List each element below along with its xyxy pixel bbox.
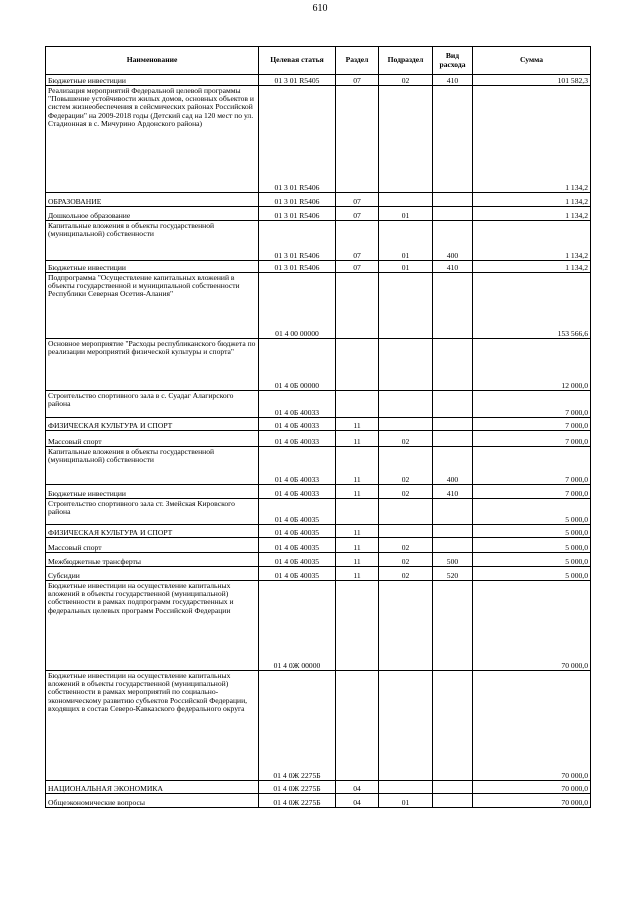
table-row [46,567,591,581]
row-expense-type: 410 [433,75,473,86]
row-sum: 1 134,2 [473,86,591,193]
header-subsection: Подраздел [379,47,433,75]
table-row [46,447,591,485]
row-target: 01 4 0Б 40035 [259,553,336,567]
row-section: 11 [336,431,379,447]
row-section: 11 [336,485,379,499]
table-row [46,581,591,671]
row-target: 01 4 0Б 40035 [259,525,336,538]
header-name: Наименование [46,47,259,75]
row-target: 01 4 0Ж 2275Б [259,781,336,794]
row-target: 01 3 01 R5406 [259,207,336,221]
table-body [46,75,591,808]
row-expense-type: 400 [433,447,473,485]
row-target: 01 4 0Б 40033 [259,447,336,485]
table-row [46,273,591,339]
row-section [336,339,379,391]
table-row [46,261,591,273]
row-name: Дошкольное образование [46,207,259,221]
row-subsection: 02 [379,75,433,86]
row-expense-type [433,273,473,339]
row-name: ФИЗИЧЕСКАЯ КУЛЬТУРА И СПОРТ [46,418,259,431]
row-expense-type [433,86,473,193]
row-sum: 5 000,0 [473,499,591,525]
row-section: 07 [336,193,379,207]
row-section [336,499,379,525]
table-row [46,339,591,391]
page-number: 610 [312,3,328,14]
row-subsection [379,781,433,794]
row-subsection [379,86,433,193]
row-target: 01 4 0Б 00000 [259,339,336,391]
table-row [46,553,591,567]
row-expense-type [433,671,473,781]
row-name: НАЦИОНАЛЬНАЯ ЭКОНОМИКА [46,781,259,794]
row-name: Массовый спорт [46,431,259,447]
row-sum: 1 134,2 [473,207,591,221]
row-subsection: 02 [379,538,433,553]
row-name: Основное мероприятие "Расходы республиканского бюджета по реализации мероприятий физической культуры и спорта" [46,339,259,391]
row-subsection: 01 [379,261,433,273]
row-section: 04 [336,794,379,808]
row-expense-type [433,391,473,418]
row-section [336,391,379,418]
header-expense-type: Вид расхода [433,47,473,75]
row-name: Бюджетные инвестиции [46,485,259,499]
row-target: 01 4 0Ж 2275Б [259,794,336,808]
row-name: Подпрограмма "Осуществление капитальных вложений в объекты государственной и муниципальной собственности Республики Северная Осетия-Алания" [46,273,259,339]
row-expense-type [433,418,473,431]
row-sum: 70 000,0 [473,794,591,808]
row-target: 01 3 01 R5406 [259,86,336,193]
header-target: Целевая статья [259,47,336,75]
row-sum: 12 000,0 [473,339,591,391]
row-section: 11 [336,525,379,538]
table-row [46,207,591,221]
row-subsection: 01 [379,221,433,261]
row-section: 11 [336,447,379,485]
row-subsection [379,581,433,671]
row-name: Строительство спортивного зала ст. Змейская Кировского района [46,499,259,525]
row-name: Бюджетные инвестиции на осуществление капитальных вложений в объекты государственной (муниципальной) собственности в рамках подпрограмм государственных и федеральных целевых программ Российской Федерации [46,581,259,671]
row-name: Строительство спортивного зала в с. Суадаг Алагирского района [46,391,259,418]
row-sum: 5 000,0 [473,538,591,553]
row-expense-type [433,207,473,221]
row-target: 01 4 0Б 40035 [259,499,336,525]
row-sum: 5 000,0 [473,525,591,538]
row-subsection [379,193,433,207]
row-expense-type [433,525,473,538]
row-section [336,671,379,781]
row-sum: 5 000,0 [473,567,591,581]
row-name: Общеэкономические вопросы [46,794,259,808]
row-expense-type [433,781,473,794]
row-target: 01 4 00 00000 [259,273,336,339]
row-expense-type: 410 [433,261,473,273]
row-sum: 70 000,0 [473,581,591,671]
row-expense-type: 400 [433,221,473,261]
row-expense-type [433,538,473,553]
row-subsection [379,418,433,431]
row-subsection [379,671,433,781]
row-name: Массовый спорт [46,538,259,553]
row-section [336,581,379,671]
row-target: 01 3 01 R5406 [259,221,336,261]
row-section [336,86,379,193]
row-section: 07 [336,207,379,221]
row-expense-type: 520 [433,567,473,581]
row-expense-type [433,339,473,391]
row-target: 01 3 01 R5405 [259,75,336,86]
row-expense-type [433,193,473,207]
row-section: 11 [336,418,379,431]
table-row [46,794,591,808]
table-row [46,525,591,538]
table-row [46,221,591,261]
row-target: 01 4 0Б 40033 [259,485,336,499]
header-section: Раздел [336,47,379,75]
row-expense-type [433,431,473,447]
row-sum: 7 000,0 [473,485,591,499]
table-row [46,671,591,781]
row-section: 07 [336,75,379,86]
row-sum: 7 000,0 [473,447,591,485]
table-row [46,485,591,499]
row-subsection: 02 [379,431,433,447]
row-sum: 153 566,6 [473,273,591,339]
row-expense-type [433,794,473,808]
row-name: Бюджетные инвестиции на осуществление капитальных вложений в объекты государственной (муниципальной) собственности в рамках мероприятий по социально-экономическому развитию субъектов Российской Федерации, входящих в состав Северо-Кавказского федерального округа [46,671,259,781]
table-row [46,86,591,193]
row-subsection: 01 [379,794,433,808]
row-subsection: 02 [379,553,433,567]
row-sum: 7 000,0 [473,418,591,431]
row-section: 04 [336,781,379,794]
row-subsection [379,525,433,538]
row-target: 01 4 0Ж 2275Б [259,671,336,781]
row-section [336,273,379,339]
row-sum: 5 000,0 [473,553,591,567]
row-section: 07 [336,221,379,261]
row-name: Субсидии [46,567,259,581]
row-name: Капитальные вложения в объекты государственной (муниципальной) собственности [46,221,259,261]
row-section: 11 [336,538,379,553]
row-sum: 70 000,0 [473,781,591,794]
row-name: ФИЗИЧЕСКАЯ КУЛЬТУРА И СПОРТ [46,525,259,538]
row-sum: 70 000,0 [473,671,591,781]
row-expense-type [433,499,473,525]
row-sum: 7 000,0 [473,391,591,418]
header-sum: Сумма [473,47,591,75]
table-row [46,431,591,447]
row-target: 01 4 0Б 40035 [259,567,336,581]
budget-table [45,46,591,808]
table-header-row [46,47,591,75]
row-name: Капитальные вложения в объекты государственной (муниципальной) собственности [46,447,259,485]
table-row [46,75,591,86]
row-name: Межбюджетные трансферты [46,553,259,567]
row-section: 11 [336,553,379,567]
row-target: 01 4 0Ж 00000 [259,581,336,671]
table-row [46,391,591,418]
row-target: 01 4 0Б 40033 [259,418,336,431]
row-subsection [379,391,433,418]
row-target: 01 3 01 R5406 [259,193,336,207]
row-expense-type: 410 [433,485,473,499]
table-row [46,538,591,553]
table-row [46,193,591,207]
row-subsection [379,339,433,391]
row-expense-type [433,581,473,671]
row-name: ОБРАЗОВАНИЕ [46,193,259,207]
row-sum: 1 134,2 [473,261,591,273]
row-sum: 1 134,2 [473,193,591,207]
row-subsection [379,273,433,339]
row-section: 11 [336,567,379,581]
row-expense-type: 500 [433,553,473,567]
row-sum: 7 000,0 [473,431,591,447]
row-subsection: 02 [379,447,433,485]
row-target: 01 4 0Б 40033 [259,431,336,447]
table-row [46,418,591,431]
row-target: 01 3 01 R5406 [259,261,336,273]
row-sum: 1 134,2 [473,221,591,261]
row-subsection: 01 [379,207,433,221]
row-name: Бюджетные инвестиции [46,261,259,273]
row-subsection: 02 [379,567,433,581]
row-sum: 101 582,3 [473,75,591,86]
row-subsection: 02 [379,485,433,499]
row-name: Реализация мероприятий Федеральной целевой программы "Повышение устойчивости жилых домов, основных объектов и систем жизнеобеспечения в сейсмических районах Российской Федерации" на 2009-2018 годы (Детский сад на 120 мест по ул. Стадионная в с. Мичурино Ардонского района) [46,86,259,193]
row-name: Бюджетные инвестиции [46,75,259,86]
row-subsection [379,499,433,525]
row-section: 07 [336,261,379,273]
row-target: 01 4 0Б 40033 [259,391,336,418]
row-target: 01 4 0Б 40035 [259,538,336,553]
table-row [46,499,591,525]
table-row [46,781,591,794]
